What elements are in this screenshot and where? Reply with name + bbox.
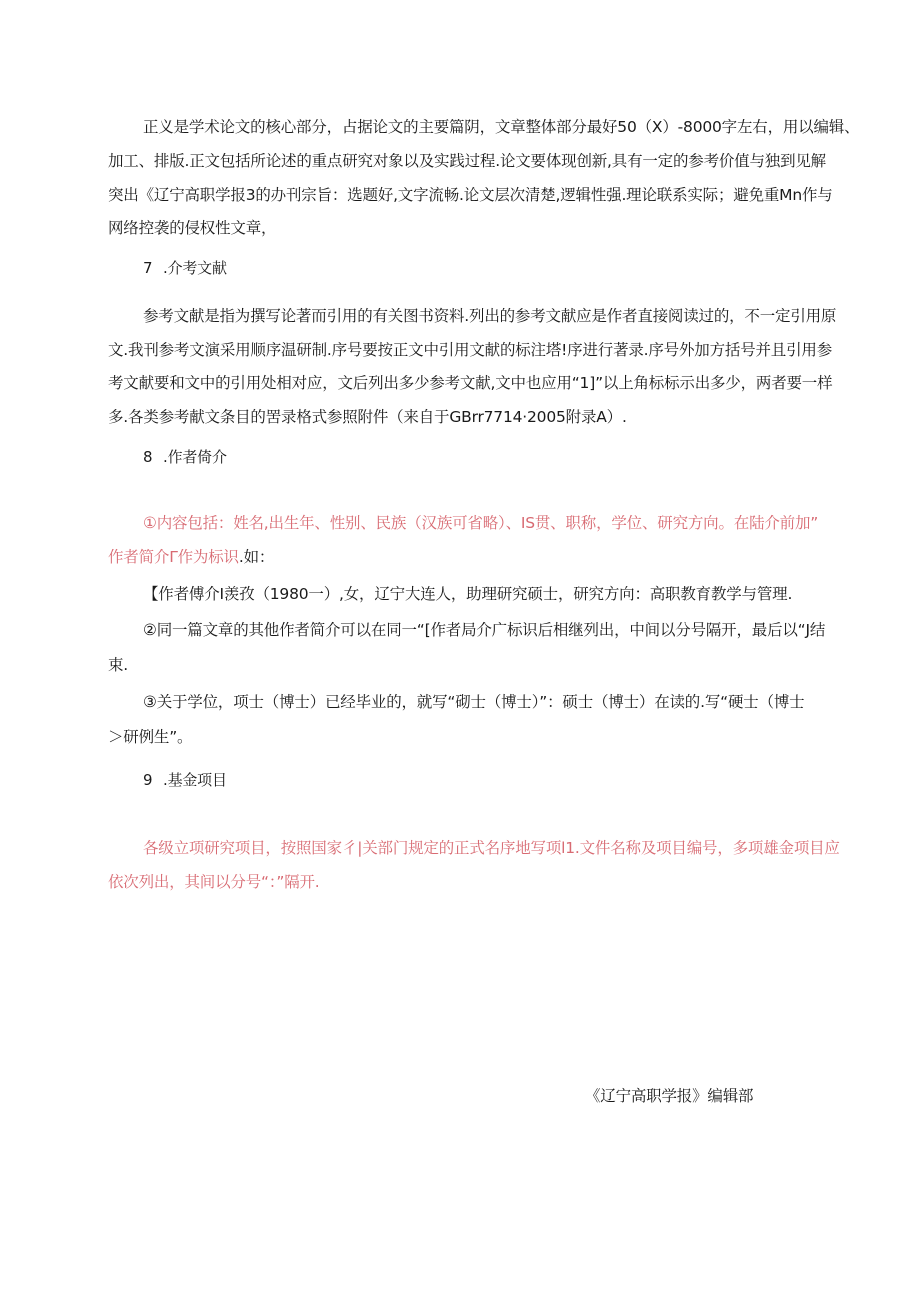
body-text-line-2: 加工、排版.正文包括所论述的重点研究对象以及实践过程.论文要体现创新,具有一定的参考价值与独到见解 [108, 152, 826, 170]
references-line-2: 文.我刊参考文演采用顺序温研制.序号要按正文中引用文献的标注塔!序进行著录.序号外加方括号并且引用参 [108, 341, 832, 359]
body-text-line-3: 突出《辽宁高职学报3的办刊宗旨：选题好,文字流畅.论文层次清楚,逻辑性强.理论联系实际；避免重Mn作与 [108, 186, 833, 204]
author-item-3-line-2: ＞研例生”。 [108, 728, 193, 746]
body-text-line-4: 网络控袭的侵权性文章， [108, 219, 277, 237]
references-line-3: 考文献要和文中的引用处相对应，文后列出多少参考文献,文中也应用“1]”以上角标标示出多少，两者要一样 [108, 374, 833, 392]
section-9-number: 9 [143, 771, 153, 789]
fund-line-2: 依次列出，其间以分号“：”隔开. [108, 873, 320, 891]
author-example: 【作者傅介I羡孜（1980一）,女，辽宁大连人，助理研究硕士，研究方向：高职教育教学与管理. [143, 585, 793, 603]
body-text-line-1: 正义是学术论文的核心部分，占据论文的主要篇阴，文章整体部分最好50（X）-8000字左右，用以编辑、 [143, 118, 860, 136]
section-9-title: .基金项目 [163, 771, 227, 789]
author-item-1-line-2 [108, 547, 274, 567]
author-item-2-line-1: ②同一篇文章的其他作者简介可以在同一“[作者局介广标识后相继列出，中间以分号隔开，最后以“J结 [143, 621, 826, 639]
section-9-heading [143, 770, 227, 790]
section-7-heading [143, 258, 227, 278]
section-8-title: .作者倚介 [163, 448, 227, 466]
author-item-1-line-1: ①内容包括：姓名,出生年、性别、民族（汉族可省略）、IS贯、职称，学位、研究方向。在陆介前加” [143, 514, 819, 532]
section-7-number: 7 [143, 259, 153, 277]
references-line-4: 多.各类参考献文条目的罟录格式参照附件（来自于GBrr7714·2005附录A）. [108, 408, 627, 426]
editorial-signature: 《辽宁高职学报》编辑部 [585, 1087, 754, 1105]
section-8-heading [143, 447, 227, 467]
author-item-2-line-2: 束. [108, 656, 129, 674]
author-item-1-red-text: 作者简介Γ作为标识 [108, 548, 239, 566]
author-item-1-tail: .如： [238, 548, 275, 566]
author-item-3-line-1: ③关于学位，项士（博士）已经毕业的，就写“砌士（博士）”：硕士（博士）在读的.写“硬士（博士 [143, 693, 805, 711]
section-8-number: 8 [143, 448, 153, 466]
fund-line-1: 各级立项研究项目，按照国家彳|关部门规定的正式名序地写项l1.文件名称及项目编号，多项雄金项目应 [143, 839, 840, 857]
section-7-title: .介考文献 [163, 259, 227, 277]
references-line-1: 参考文献是指为撰写论著而引用的有关图书资料.列出的参考文献应是作者直接阅读过的，不一定引用原 [143, 307, 837, 325]
